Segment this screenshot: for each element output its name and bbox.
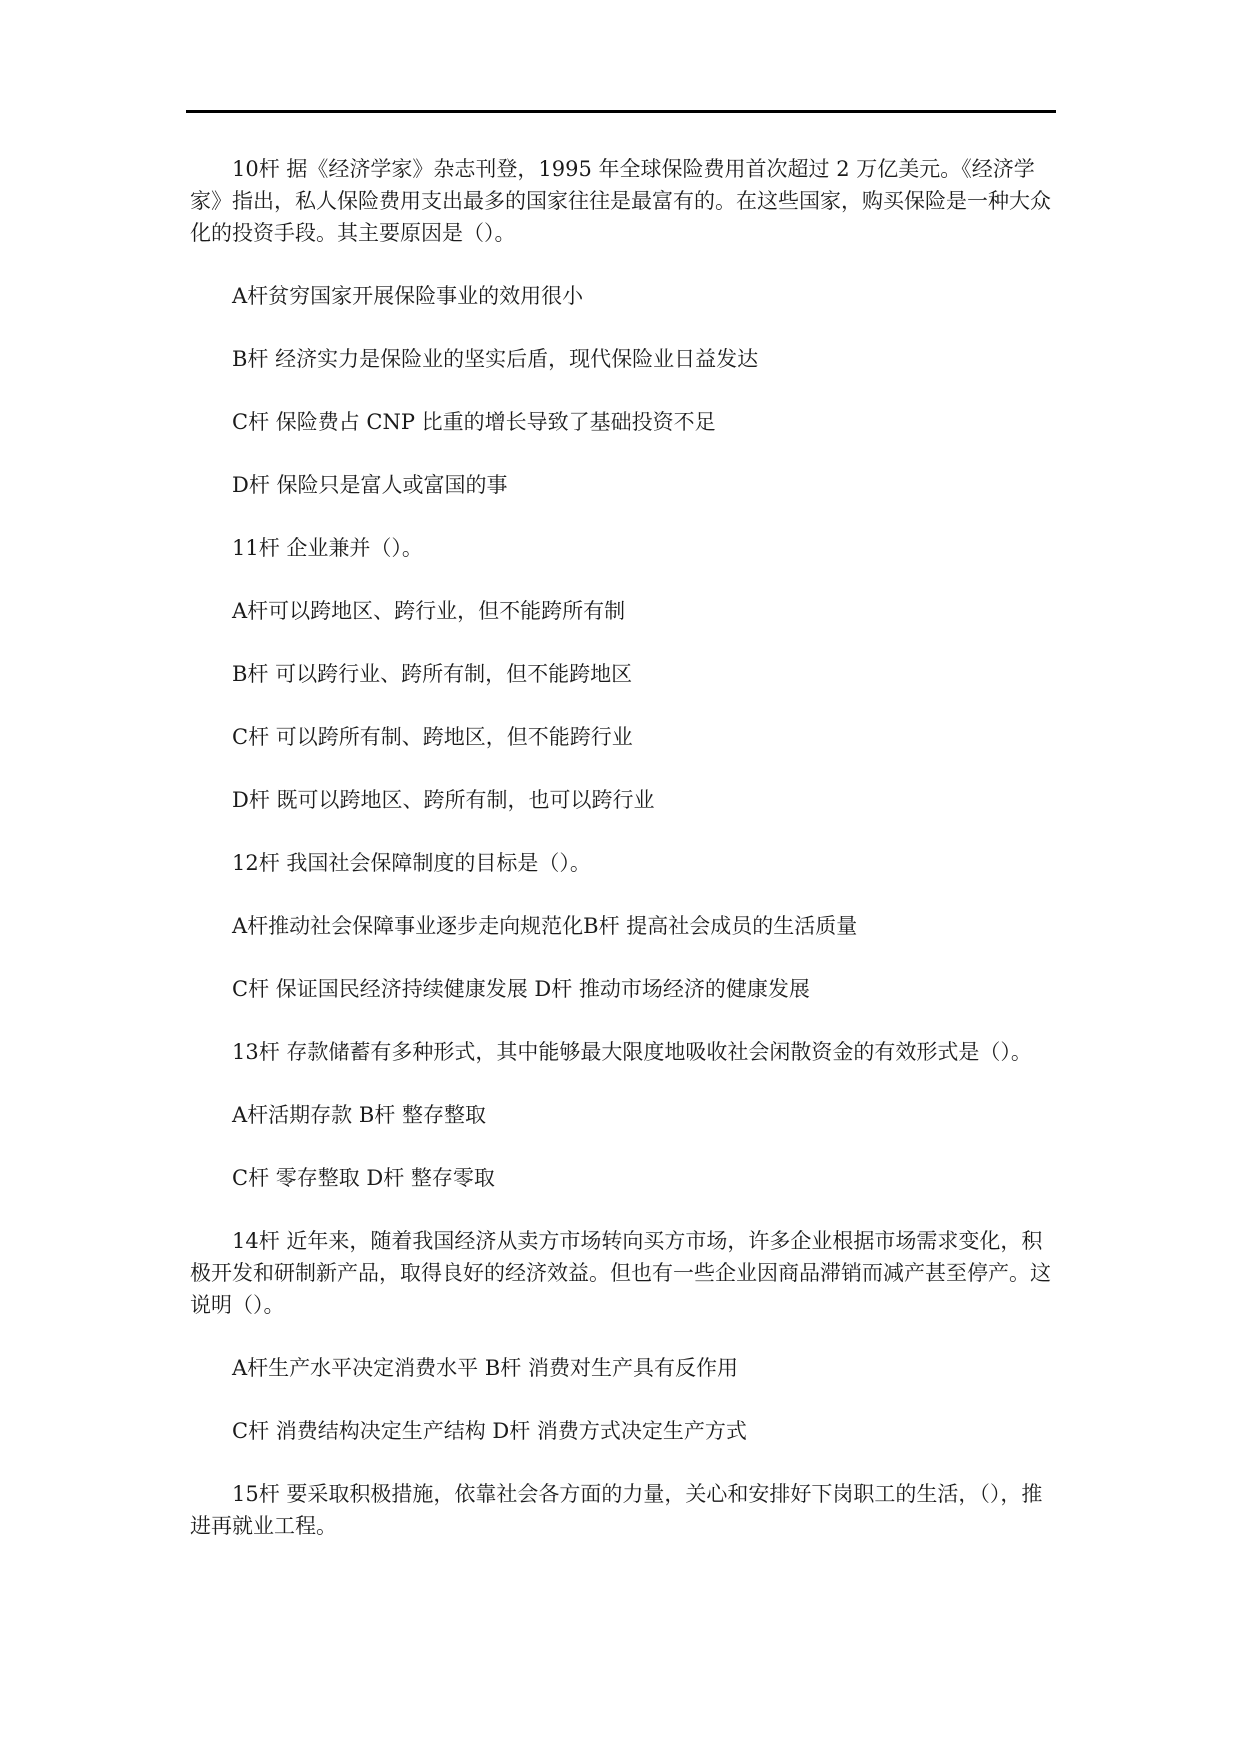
option-10-c: C杆 保险费占 CNP 比重的增长导致了基础投资不足 (232, 410, 716, 434)
question-12: 12杆 我国社会保障制度的目标是（）。 (232, 851, 591, 875)
option-10-d: D杆 保险只是富人或富国的事 (232, 473, 508, 497)
option-10-b: B杆 经济实力是保险业的坚实后盾，现代保险业日益发达 (232, 347, 759, 371)
option-11-b: B杆 可以跨行业、跨所有制，但不能跨地区 (232, 662, 633, 686)
option-13-cd: C杆 零存整取 D杆 整存零取 (232, 1166, 495, 1190)
option-13-ab: A杆活期存款 B杆 整存整取 (232, 1103, 486, 1127)
question-10: 10杆 据《经济学家》杂志刊登，1995 年全球保险费用首次超过 2 万亿美元。《经济学家》指出，私人保险费用支出最多的国家往往是最富有的。在这些国家，购买保险是一种大众化的投资手段。其主要原因是（）。 (190, 157, 1051, 245)
option-12-ab: A杆推动社会保障事业逐步走向规范化B杆 提高社会成员的生活质量 (232, 914, 858, 938)
header-rule (186, 110, 1056, 113)
question-13: 13杆 存款储蓄有多种形式，其中能够最大限度地吸收社会闲散资金的有效形式是（）。 (232, 1040, 1032, 1064)
question-14: 14杆 近年来，随着我国经济从卖方市场转向买方市场，许多企业根据市场需求变化，积极开发和研制新产品，取得良好的经济效益。但也有一些企业因商品滞销而减产甚至停产。这说明（）。 (190, 1229, 1051, 1317)
question-15: 15杆 要采取积极措施，依靠社会各方面的力量，关心和安排好下岗职工的生活，（），推进再就业工程。 (190, 1482, 1043, 1538)
option-14-cd: C杆 消费结构决定生产结构 D杆 消费方式决定生产方式 (232, 1419, 747, 1443)
option-12-cd: C杆 保证国民经济持续健康发展 D杆 推动市场经济的健康发展 (232, 977, 810, 1001)
option-11-c: C杆 可以跨所有制、跨地区，但不能跨行业 (232, 725, 633, 749)
option-10-a: A杆贫穷国家开展保险事业的效用很小 (232, 284, 584, 308)
document-body (190, 153, 1060, 1542)
question-11: 11杆 企业兼并（）。 (232, 536, 423, 560)
option-11-a: A杆可以跨地区、跨行业，但不能跨所有制 (232, 599, 626, 623)
option-14-ab: A杆生产水平决定消费水平 B杆 消费对生产具有反作用 (232, 1356, 738, 1380)
option-11-d: D杆 既可以跨地区、跨所有制，也可以跨行业 (232, 788, 655, 812)
